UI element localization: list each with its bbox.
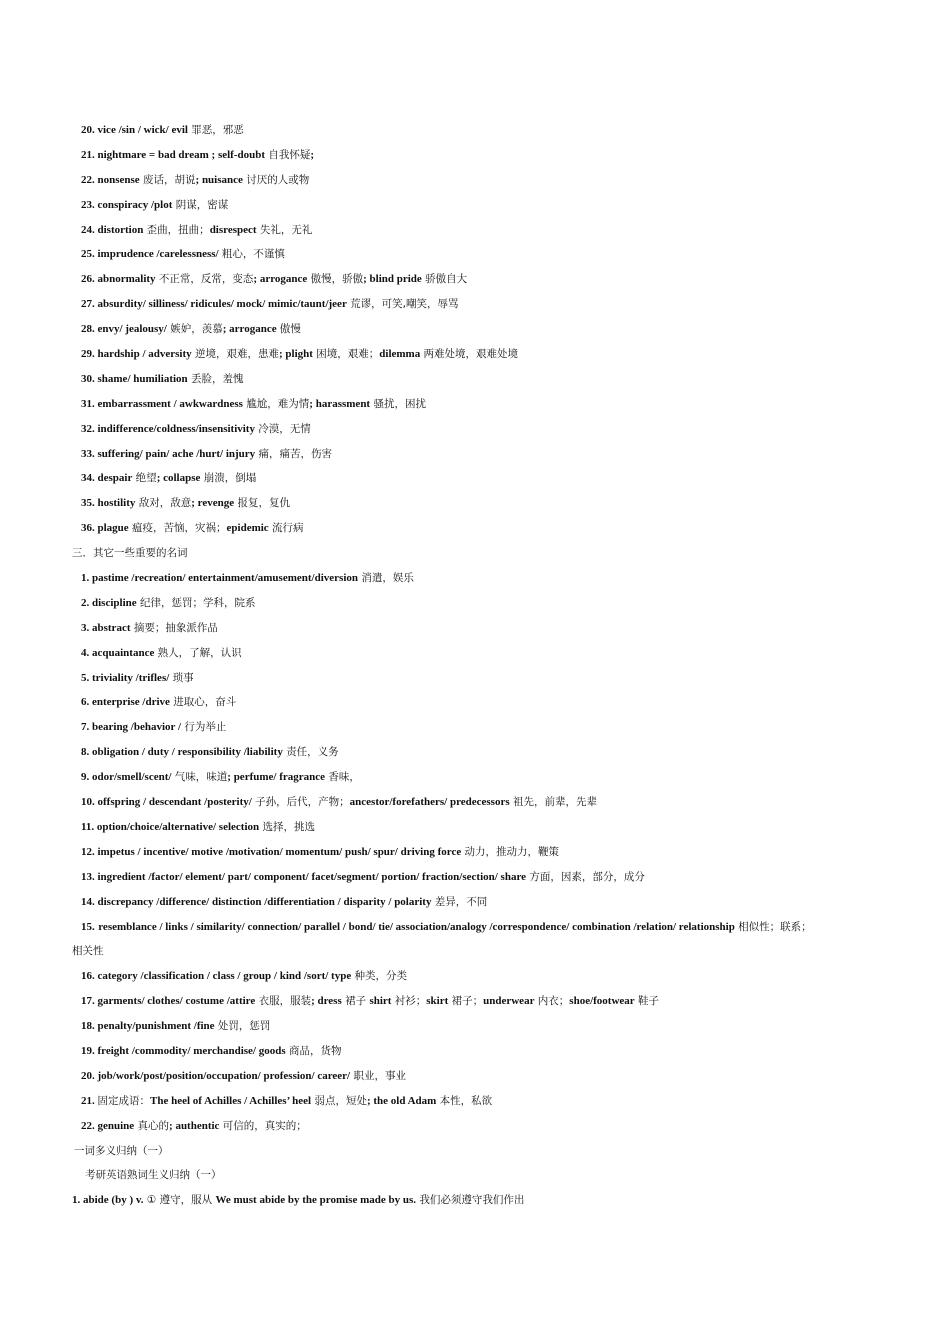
item-number: 10. [81, 796, 98, 809]
term-english: abide (by ) v. [83, 1194, 144, 1207]
term-english: distortion [97, 223, 144, 236]
list-item [0, 591, 950, 616]
item-number: 36. [81, 522, 98, 535]
list-item [0, 641, 950, 666]
section-3-list [0, 566, 950, 914]
term-english: envy/ jealousy/ [97, 323, 167, 336]
term-english: ; revenge [191, 497, 235, 510]
item-number: 17. [81, 995, 98, 1008]
item-number: 8. [81, 746, 92, 759]
term-english: shirt [369, 995, 392, 1008]
list-item [0, 143, 950, 168]
item-number: 30. [81, 372, 98, 385]
item-number: 11. [81, 820, 97, 833]
polysemy-heading: 一词多义归纳（一） [74, 1144, 169, 1157]
list-item [0, 317, 950, 342]
list-item [0, 715, 950, 740]
term-english: impetus / incentive/ motive /motivation/ momentum/ push/ spur/ driving force [97, 845, 462, 858]
term-meaning: 自我怀疑 [265, 148, 311, 161]
term-meaning: 固定成语： [97, 1094, 150, 1107]
term-english: hardship / adversity [97, 348, 192, 361]
term-meaning: 熟人，了解，认识 [154, 646, 242, 659]
term-meaning: 痛，痛苦，伤害 [255, 447, 333, 460]
list-item [0, 242, 950, 267]
term-english: abstract [92, 621, 131, 634]
item-number: 16. [81, 970, 98, 983]
section-3-list-continued [0, 964, 950, 1138]
item-number: 18. [81, 1020, 98, 1033]
term-meaning: 报复，复仇 [234, 497, 290, 510]
list-item-15-line2: 相关性 [72, 945, 104, 958]
item-number: 28. [81, 323, 98, 336]
polysemy-item-1 [0, 1188, 950, 1213]
item-number: 21. [81, 1094, 98, 1107]
item-number: 1. [72, 1194, 83, 1207]
term-meaning: 进取心，奋斗 [169, 696, 237, 709]
term-english: discrepancy /difference/ distinction /differentiation / disparity / polarity [97, 895, 432, 908]
list-item [0, 840, 950, 865]
term-english: offspring / descendant /posterity/ [97, 796, 252, 809]
item-number: 2. [81, 596, 92, 609]
term-english: ancestor/forefathers/ predecessors [349, 796, 510, 809]
term-english: option/choice/alternative/ selection [96, 820, 260, 833]
term-meaning: 废话，胡说 [139, 173, 196, 186]
term-meaning: 傲慢 [276, 323, 301, 336]
item-number: 3. [81, 621, 92, 634]
list-item [0, 168, 950, 193]
polysemy-subheading: 考研英语熟词生义归纳（一） [85, 1169, 222, 1182]
term-meaning: 骚扰，困扰 [370, 397, 426, 410]
term-meaning: 弱点，短处 [311, 1094, 367, 1107]
list-item [0, 442, 950, 467]
term-english: ; arrogance [222, 323, 277, 336]
term-meaning: 裙子 [341, 995, 370, 1008]
term-english: shame/ humiliation [97, 372, 188, 385]
term-meaning: 讨厌的人或物 [242, 173, 310, 186]
term-english: despair [97, 472, 133, 485]
term-english: embarrassment / awkwardness [97, 397, 243, 410]
term-english: ; plight [278, 348, 313, 361]
list-item [0, 193, 950, 218]
item-number: 21. [81, 148, 98, 161]
term-meaning: 处罚，惩罚 [214, 1020, 271, 1033]
item-number: 14. [81, 895, 98, 908]
list-item [0, 989, 950, 1014]
term-english: disrespect [209, 223, 257, 236]
term-english: obligation / duty / responsibility /liability [92, 746, 283, 759]
term-meaning: 差异，不同 [431, 895, 488, 908]
term-english: odor/smell/scent/ [92, 771, 172, 784]
item-number: 19. [81, 1044, 98, 1057]
term-english: triviality /trifles/ [92, 671, 170, 684]
item-number: 24. [81, 223, 98, 236]
term-meaning: 种类，分类 [351, 970, 408, 983]
term-meaning: 祖先，前辈，先辈 [509, 796, 597, 809]
term-meaning: 歪曲，扭曲； [143, 223, 210, 236]
term-english: shoe/footwear [569, 995, 635, 1008]
list-item [0, 865, 950, 890]
item-number: 25. [81, 248, 98, 261]
term-meaning: 摘要；抽象派作品 [130, 621, 218, 634]
term-meaning: 瘟疫，苦恼，灾祸； [128, 522, 227, 535]
term-meaning: 纪律，惩罚；学科，院系 [136, 596, 256, 609]
term-meaning: 两难处境，艰难处境 [420, 348, 519, 361]
term-meaning: 衣服，服装 [255, 995, 312, 1008]
term-english: nightmare = bad dream ; self-doubt [97, 148, 266, 161]
term-meaning: 子孙，后代，产物； [251, 796, 350, 809]
term-meaning: 本性，私欲 [436, 1094, 493, 1107]
term-meaning: 内衣； [534, 995, 570, 1008]
term-meaning: 方面，因素，部分，成分 [526, 870, 645, 883]
list-item [0, 690, 950, 715]
term-english: ; blind pride [363, 273, 422, 286]
term-meaning: 傲慢，骄傲 [307, 273, 364, 286]
list-item [0, 566, 950, 591]
item-number: 6. [81, 696, 92, 709]
term-english: vice /sin / wick/ evil [97, 124, 188, 136]
list-item [0, 367, 950, 392]
item-number: 27. [81, 298, 98, 311]
item-number: 20. [81, 124, 98, 136]
term-meaning: 困境，艰难； [312, 348, 380, 361]
item-number: 33. [81, 447, 98, 460]
list-item [0, 417, 950, 442]
term-meaning: 动力，推动力，鞭策 [461, 845, 560, 858]
list-item [0, 1089, 950, 1114]
term-english: suffering/ pain/ ache /hurt/ injury [97, 447, 256, 460]
term-english: discipline [92, 596, 137, 609]
list-item [0, 616, 950, 641]
term-meaning: ① 遵守，服从 [143, 1194, 216, 1207]
item-number: 4. [81, 646, 92, 659]
list-item [0, 765, 950, 790]
term-english: garments/ clothes/ costume /attire [97, 995, 256, 1008]
term-english: ; authentic [169, 1119, 220, 1132]
term-english: pastime /recreation/ entertainment/amusement/diversion [92, 572, 358, 585]
term-meaning: 真心的 [134, 1119, 170, 1132]
term-meaning: 粗心，不谨慎 [218, 248, 285, 261]
term-english: The heel of Achilles / Achilles’ heel [150, 1094, 312, 1107]
term-english: freight /commodity/ merchandise/ goods [97, 1044, 286, 1057]
term-english: acquaintance [92, 646, 155, 659]
term-meaning: 不正常，反常，变态 [155, 273, 254, 286]
list-item [0, 516, 950, 541]
term-meaning: 选择，挑选 [259, 820, 315, 833]
term-meaning: 丢脸，羞愧 [187, 372, 244, 385]
list-item [0, 1064, 950, 1089]
term-meaning: 失礼，无礼 [256, 223, 313, 236]
term-english: bearing /behavior / [92, 721, 182, 734]
term-english: ; [310, 148, 315, 161]
list-item [0, 491, 950, 516]
list-item-15 [0, 915, 950, 965]
document-body [0, 118, 950, 1213]
term-english: ; the old Adam [366, 1094, 437, 1107]
term-english: conspiracy /plot [97, 198, 173, 211]
list-item [0, 392, 950, 417]
list-item [0, 740, 950, 765]
list-item [0, 218, 950, 243]
term-meaning: 冷漠，无情 [254, 422, 311, 435]
term-english: indifference/coldness/insensitivity [97, 422, 255, 435]
term-meaning: 流行病 [268, 522, 304, 535]
section-2-list [0, 118, 950, 541]
list-item [0, 1039, 950, 1064]
list-item [0, 890, 950, 915]
term-meaning: 绝望 [132, 472, 157, 485]
term-english: ; nuisance [195, 173, 243, 186]
term-english: dilemma [379, 348, 421, 361]
item-number: 12. [81, 845, 98, 858]
item-number: 35. [81, 497, 98, 510]
list-item [0, 964, 950, 989]
term-english: ; harassment [309, 397, 371, 410]
list-item [0, 466, 950, 491]
item-number: 20. [81, 1069, 98, 1082]
term-english: enterprise /drive [92, 696, 170, 709]
term-english: ; dress [311, 995, 342, 1008]
term-meaning: 衬衫； [391, 995, 427, 1008]
item-number: 31. [81, 397, 98, 410]
list-item [0, 118, 950, 143]
list-item [0, 815, 950, 840]
item-number: 7. [81, 721, 92, 734]
term-meaning: 裙子； [448, 995, 484, 1008]
item-number: 23. [81, 198, 98, 211]
term-english: ; perfume/ fragrance [227, 771, 326, 784]
term-meaning: 嫉妒，羡慕 [166, 323, 223, 336]
term-meaning: 骄傲自大 [421, 273, 468, 286]
term-english: ; arrogance [253, 273, 308, 286]
term-english: nonsense [97, 173, 140, 186]
term-meaning: 我们必须遵守我们作出 [416, 1194, 525, 1207]
list-item [0, 342, 950, 367]
term-english: ingredient /factor/ element/ part/ component/ facet/segment/ portion/ fraction/section/ share [97, 870, 527, 883]
term-meaning: 阴谋，密谋 [172, 198, 229, 211]
item-number: 29. [81, 348, 98, 361]
list-item [0, 292, 950, 317]
term-meaning: 消遣，娱乐 [358, 572, 414, 585]
item-number: 34. [81, 472, 98, 485]
term-english: job/work/post/position/occupation/ profession/ career/ [97, 1069, 351, 1082]
term-meaning: 职业，事业 [350, 1069, 406, 1082]
term-english: imprudence /carelessness/ [97, 248, 219, 261]
term-meaning: 责任，义务 [282, 746, 339, 759]
item-number: 9. [81, 771, 92, 784]
term-english: hostility [97, 497, 136, 510]
item-number: 13. [81, 870, 98, 883]
term-english: abnormality [97, 273, 156, 286]
item-number: 22. [81, 1119, 98, 1132]
term-meaning: 尴尬，难为情 [242, 397, 310, 410]
term-meaning: 荒谬，可笑,嘲笑，辱骂 [346, 298, 459, 311]
item-number: 22. [81, 173, 98, 186]
term-meaning: 香味， [325, 771, 360, 784]
term-meaning: 琐事 [169, 671, 194, 684]
list-item [0, 666, 950, 691]
term-meaning: 鞋子 [634, 995, 660, 1008]
item-number: 5. [81, 671, 92, 684]
term-english: epidemic [226, 522, 269, 535]
term-meaning: 敌对，敌意 [135, 497, 192, 510]
item-number: 32. [81, 422, 98, 435]
term-english: ; collapse [156, 472, 201, 485]
term-english: plague [97, 522, 129, 535]
list-item-15-line1: 15. resemblance / links / similarity/ connection/ parallel / bond/ tie/ association/analogy /correspondence/ combination /relation/ relationship 相似性；联系； [81, 920, 812, 933]
list-item [0, 1114, 950, 1139]
item-number: 1. [81, 572, 92, 585]
item-number: 26. [81, 273, 98, 286]
term-meaning: 商品，货物 [285, 1044, 342, 1057]
term-english: category /classification / class / group / kind /sort/ type [97, 970, 352, 983]
list-item [0, 267, 950, 292]
list-item [0, 1014, 950, 1039]
term-english: penalty/punishment /fine [97, 1020, 215, 1033]
term-english: genuine [97, 1119, 135, 1132]
term-meaning: 罪恶，邪恶 [187, 124, 244, 136]
term-meaning: 逆境，艰难，患难 [191, 348, 279, 361]
list-item [0, 790, 950, 815]
term-english: We must abide by the promise made by us. [215, 1194, 417, 1207]
term-meaning: 崩溃，倒塌 [200, 472, 257, 485]
term-meaning: 气味，味道 [171, 771, 228, 784]
section-3-heading: 三．其它一些重要的名词 [72, 547, 188, 560]
term-meaning: 行为举止 [181, 721, 227, 734]
term-english: skirt [426, 995, 449, 1008]
term-english: underwear [483, 995, 535, 1008]
term-english: absurdity/ silliness/ ridicules/ mock/ mimic/taunt/jeer [97, 298, 347, 311]
term-meaning: 可信的，真实的； [219, 1119, 307, 1132]
